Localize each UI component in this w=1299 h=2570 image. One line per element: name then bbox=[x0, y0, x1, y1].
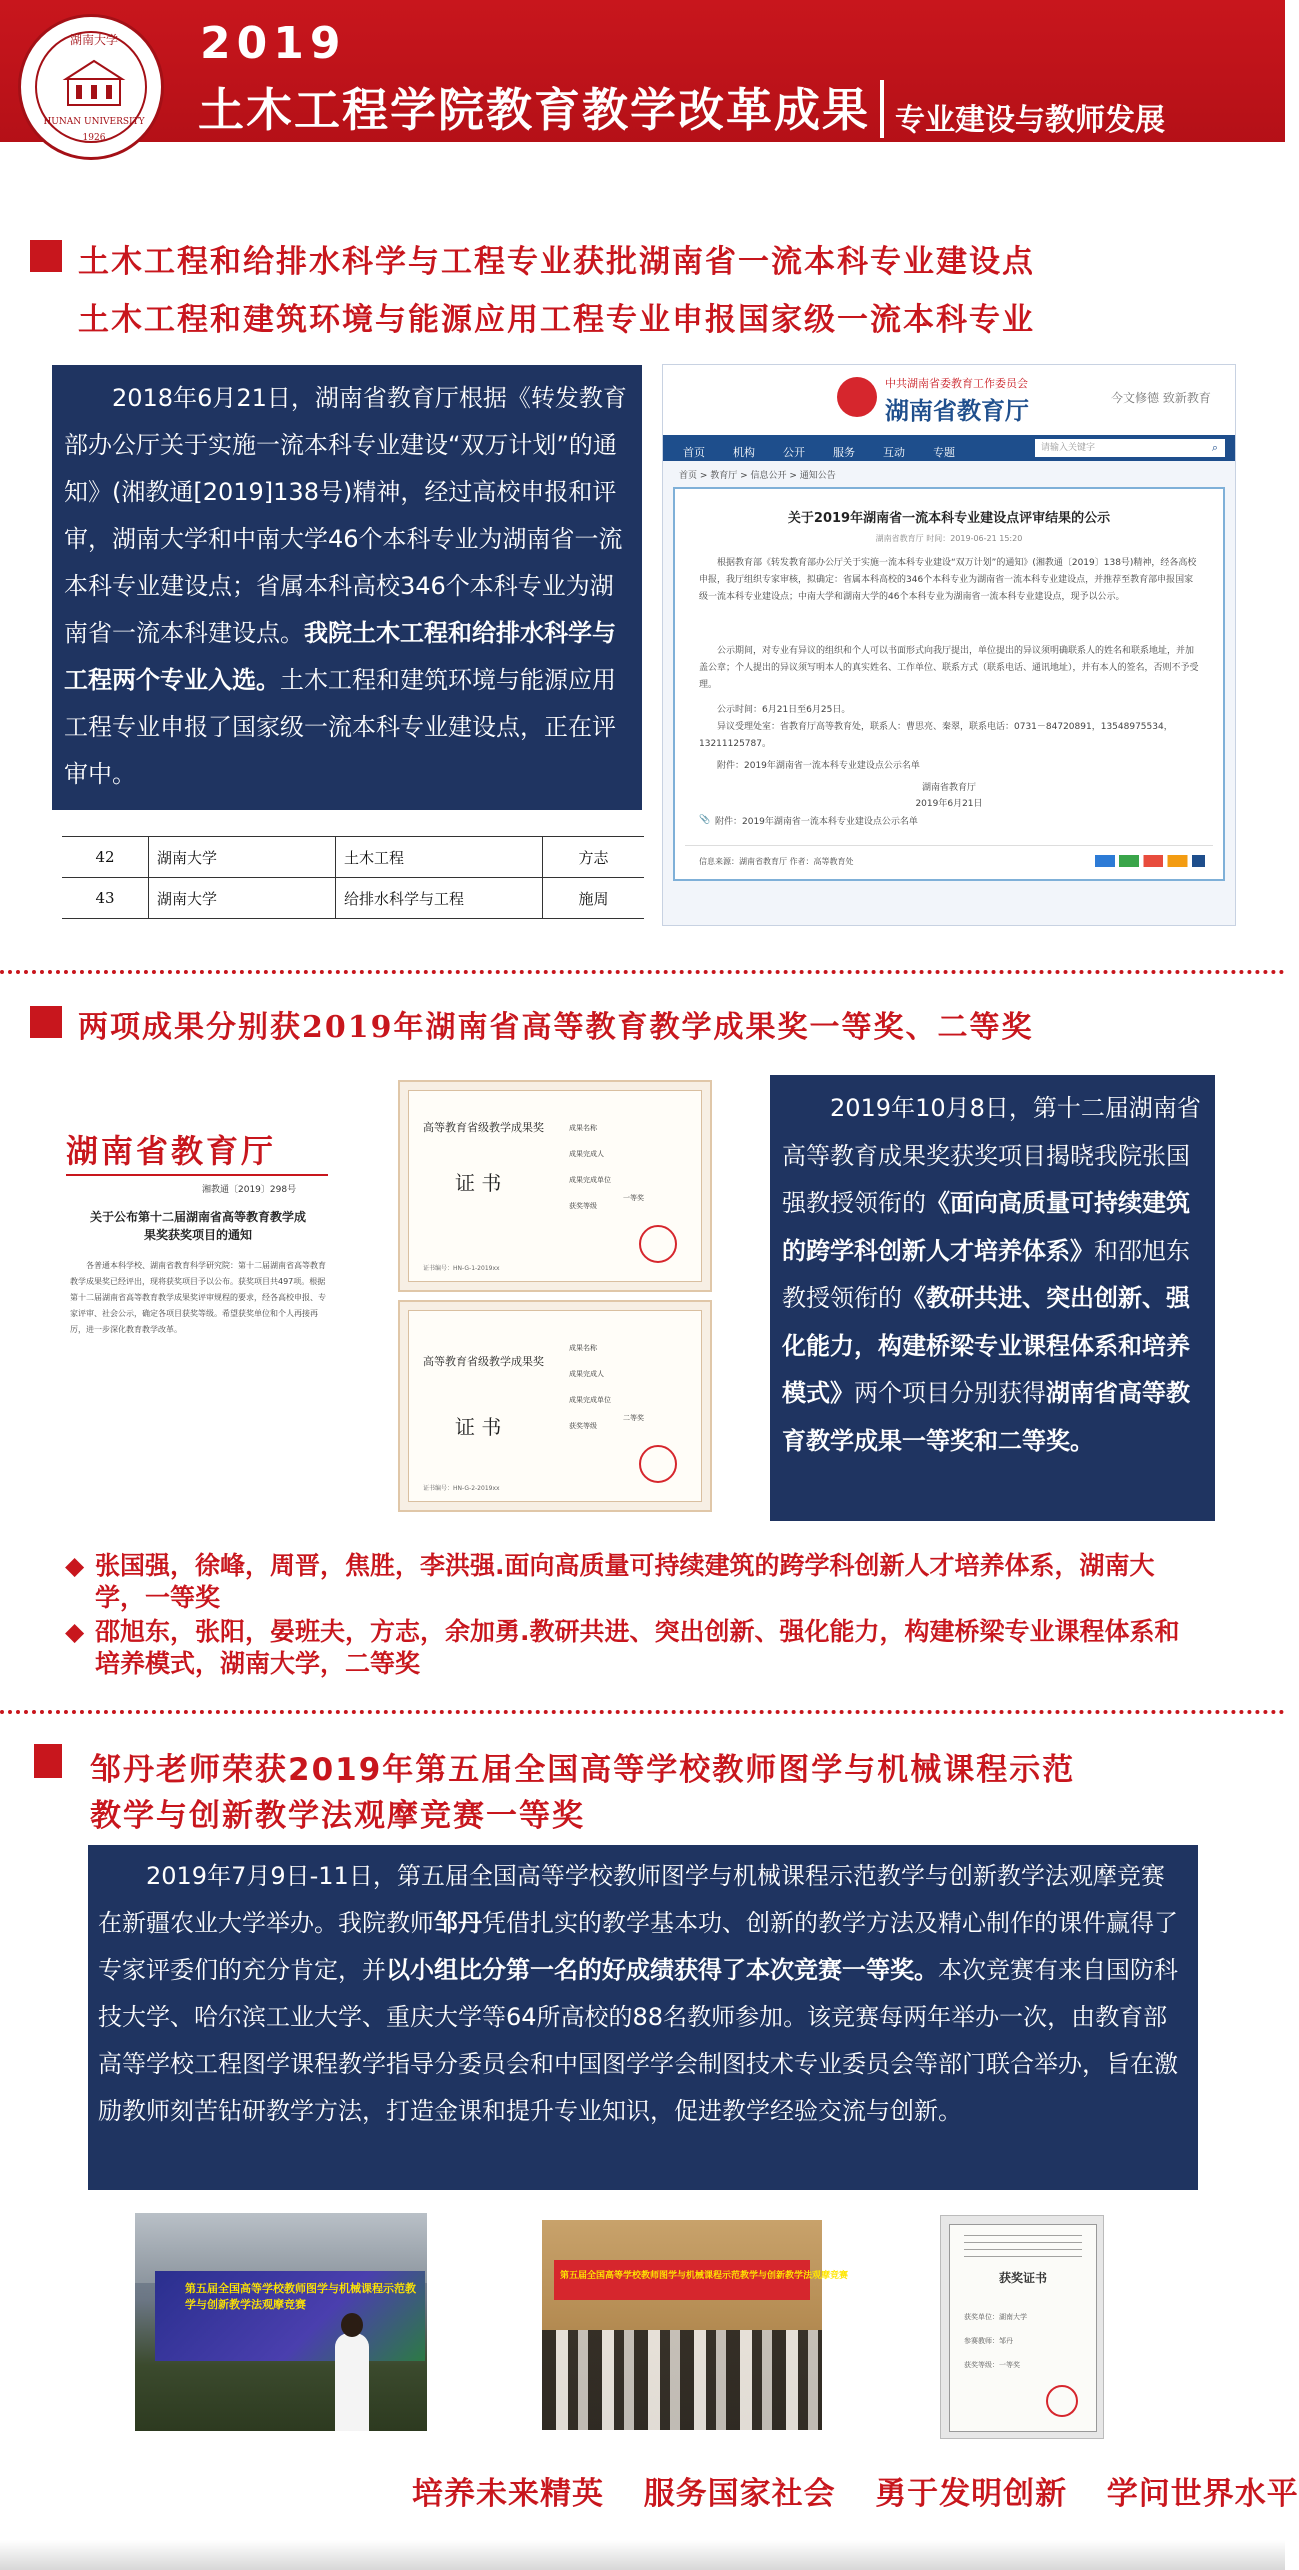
cert-line: 成果名称 bbox=[569, 1344, 597, 1352]
section3-para-1: 2019年7月9日-11日，第五届全国高等学校教师图学与机械课程示范教学与创新教学法观摩竞赛在新疆农业大学举办。我院教师 bbox=[98, 1862, 1165, 1937]
web-nav-org[interactable]: 机构 bbox=[733, 446, 755, 459]
web-doc-p1: 根据教育部《转发教育部办公厅关于实施一流本科专业建设“双万计划”的通知》(湘教通〔2019〕138号)精神，经各高校申报，我厅组织专家审核，拟确定：省属本科高校的346个本科专业为湖南省一流本科专业建设点，并推荐至教育部申报国家级一流本科专业建设点；中南大学和湖南大学的46个本科专业为湖南省一流本科专业建设点，现予以公示。 bbox=[699, 558, 1197, 602]
section2-para-1: 2019年10月8日，第十二届湖南省高等教育成果奖获奖项目揭晓我院张国强教授领衔的 bbox=[782, 1094, 1201, 1217]
emblem-icon bbox=[837, 377, 877, 417]
web-doc-p2: 公示期间，对专业有异议的组织和个人可以书面形式向我厅提出，单位提出的异议须明确联系人的姓名和联系地址，并加盖公章；个人提出的异议须写明本人的真实姓名、工作单位、联系方式（联系电话、通讯地址），并有本人的签名，否则不予受理。 bbox=[699, 646, 1199, 690]
footer-slogan-3: 勇于发明创新 bbox=[875, 2476, 1068, 2512]
web-header bbox=[663, 365, 1235, 435]
web-site-name: 湖南省教育厅 bbox=[885, 397, 1029, 425]
web-doc-title: 关于2019年湖南省一流本科专业建设点评审结果的公示 bbox=[787, 511, 1111, 526]
section1-para-a: 2018年6月21日，湖南省教育厅根据《转发教育部办公厅关于实施一流本科专业建设“双万计划”的通知》(湘教通[2019]138号)精神，经过高校申报和评审，湖南大学和中南大学46个本科专业为湖南省一流本科专业建设点；省属本科高校346个本科专业为湖南省一流本科建设点。 bbox=[64, 384, 627, 647]
section1-para-bold: 我院土木工程和给排水科学与工程两个专业入选。 bbox=[64, 619, 616, 694]
photo-stage bbox=[135, 2213, 427, 2431]
cert-line: 成果名称 bbox=[569, 1124, 597, 1132]
web-nav-public[interactable]: 公开 bbox=[783, 446, 805, 459]
footer-slogan-2: 服务国家社会 bbox=[643, 2476, 836, 2512]
photo-banner-text: 第五届全国高等学校教师图学与机械课程示范教学与创新教学法观摩竞赛 bbox=[185, 2282, 416, 2311]
footer-slogan-1: 培养未来精英 bbox=[412, 2476, 604, 2512]
section3-bold-name: 邹丹 bbox=[434, 1909, 482, 1937]
award-bullet-1-text: 张国强，徐峰，周晋，焦胜，李洪强.面向高质量可持续建筑的跨学科创新人才培养体系，湖南大学，一等奖 bbox=[95, 1551, 1155, 1612]
cert-lines bbox=[569, 1115, 611, 1219]
section3-bold-result: 以小组比分第一名的好成绩获得了本次竞赛一等奖。 bbox=[386, 1956, 938, 1984]
section1-paragraph bbox=[64, 375, 630, 798]
web-doc-p3: 公示时间：6月21日至6月25日。 bbox=[717, 705, 851, 715]
photo-person-head bbox=[341, 2313, 363, 2337]
cert-serial: 证书编号：HN-G-2-2019xx bbox=[423, 1485, 500, 1492]
section3-heading-post: 年第五届全国高等学校教师图学与机械课程示范 bbox=[382, 1752, 1076, 1788]
table-row bbox=[62, 878, 644, 919]
cert-label: 证 书 bbox=[455, 1171, 502, 1195]
photo-banner bbox=[155, 2271, 425, 2361]
diamond-icon: ◆ bbox=[65, 1617, 85, 1646]
award-cert-line: 参赛教师：邹丹 bbox=[964, 2337, 1013, 2345]
table-cell-person: 方志 bbox=[543, 837, 645, 878]
footer-bar bbox=[0, 2540, 1285, 2570]
web-doc-p5: 附件：2019年湖南省一流本科专业建设点公示名单 bbox=[717, 761, 920, 771]
building-icon bbox=[64, 57, 124, 109]
web-screenshot bbox=[662, 364, 1236, 926]
section2-paragraph bbox=[782, 1085, 1203, 1465]
header-divider bbox=[880, 80, 884, 138]
cert-line: 成果完成人 bbox=[569, 1150, 604, 1158]
award-cert-lines bbox=[964, 2305, 1027, 2377]
web-nav-service[interactable]: 服务 bbox=[833, 446, 855, 459]
logo-year: 1926 bbox=[82, 133, 106, 143]
attachment-icon: 📎 bbox=[699, 815, 711, 825]
award-bullet-2-text: 邵旭东，张阳，晏班夫，方志，余加勇.教研共进、突出创新、强化能力，构建桥梁专业课程体系和培养模式，湖南大学，二等奖 bbox=[95, 1617, 1180, 1678]
web-site-small: 中共湖南省委教育工作委员会 bbox=[885, 377, 1028, 390]
footer-slogans bbox=[412, 2468, 1299, 2513]
table-cell-school: 湖南大学 bbox=[149, 878, 336, 919]
section3-para-3: 本次竞赛有来自国防科技大学、哈尔滨工业大学、重庆大学等64所高校的88名教师参加。该竞赛每两年举办一次，由教育部高等学校工程图学课程教学指导分委员会和中国图学学会制图技术专业委员会等部门联合举办，旨在激励教师刻苦钻研教学方法，打造金课和提升专业知识，促进教学经验交流与创新。 bbox=[98, 1956, 1178, 2125]
red-stamp-icon bbox=[639, 1225, 677, 1263]
photo-group-banner-text: 第五届全国高等学校教师图学与机械课程示范教学与创新教学法观摩竞赛 bbox=[560, 2271, 849, 2281]
web-slogan: 今文修德 致新教育 bbox=[1111, 391, 1211, 405]
cert-level: 二等奖 bbox=[623, 1414, 644, 1422]
section3-paragraph bbox=[98, 1853, 1188, 2135]
cert-lines bbox=[569, 1335, 611, 1439]
red-stamp-icon bbox=[639, 1445, 677, 1483]
photo-award-certificate bbox=[940, 2215, 1104, 2439]
section3-text-box bbox=[88, 1845, 1198, 2190]
footer-slogan-4: 学问世界水平 bbox=[1106, 2476, 1299, 2512]
section2-marker bbox=[30, 1006, 62, 1038]
cert-line: 获奖等级 bbox=[569, 1422, 597, 1430]
red-stamp-icon bbox=[1046, 2385, 1078, 2417]
award-bullet-2 bbox=[65, 1616, 1195, 1680]
header-subtitle: 专业建设与教师发展 bbox=[895, 103, 1165, 138]
cert-line: 成果完成人 bbox=[569, 1370, 604, 1378]
section3-para-2: 凭借扎实的教学基本功、创新的教学方法及精心制作的课件赢得了专家评委们的充分肯定，并 bbox=[98, 1909, 1178, 1984]
share-icons[interactable] bbox=[1095, 855, 1205, 867]
table-row bbox=[62, 837, 644, 878]
web-doc-card bbox=[673, 487, 1225, 881]
cert-line: 成果完成单位 bbox=[569, 1396, 611, 1404]
section1-heading-2: 土木工程和建筑环境与能源应用工程专业申报国家级一流本科专业 bbox=[78, 302, 1035, 338]
header-title: 土木工程学院教育教学改革成果 bbox=[198, 83, 870, 137]
web-doc-divider bbox=[685, 845, 1213, 846]
table-cell-major: 给排水科学与工程 bbox=[336, 878, 543, 919]
header-year: 2019 bbox=[200, 18, 347, 69]
section2-bold-2: 《教研共进、突出创新、强化能力，构建桥梁专业课程体系和培养模式》 bbox=[782, 1284, 1190, 1407]
notice-body: 各普通本科学校、湖南省教育科学研究院：第十二届湖南省高等教育教学成果奖已经评出，现将获奖项目予以公布。获奖项目共497项。根据第十二届湖南省高等教育教学成果奖评审规程的要求，经各高校申报、专家评审、社会公示，确定各项目获奖等级。希望获奖单位和个人再接再厉，进一步深化教育教学改革。 bbox=[70, 1261, 326, 1334]
web-nav-topic[interactable]: 专题 bbox=[933, 446, 955, 459]
photo-person bbox=[335, 2333, 369, 2431]
section3-heading-line2: 教学与创新教学法观摩竞赛一等奖 bbox=[90, 1798, 585, 1834]
section3-heading-year: 2019 bbox=[288, 1752, 383, 1788]
award-cert-inner bbox=[949, 2224, 1097, 2432]
section1-table bbox=[62, 836, 644, 919]
web-doc-sign-2: 2019年6月21日 bbox=[915, 799, 983, 809]
cert-label: 证 书 bbox=[455, 1415, 502, 1439]
web-doc-attachment[interactable]: 附件：2019年湖南省一流本科专业建设点公示名单 bbox=[715, 817, 918, 827]
web-nav bbox=[663, 435, 1235, 461]
section2-heading: 两项成果分别获2019年湖南省高等教育教学成果奖一等奖、二等奖 bbox=[78, 1010, 1034, 1045]
notice-agency: 湖南省教育厅 bbox=[66, 1132, 277, 1170]
section2-text-box bbox=[770, 1075, 1215, 1521]
search-icon[interactable]: ⌕ bbox=[1205, 439, 1225, 457]
web-doc-p4: 异议受理处室：省教育厅高等教育处，联系人：曹思亮、秦翠，联系电话：0731－84720891，13548975534，13211125787。 bbox=[699, 722, 1173, 749]
photo-group bbox=[542, 2220, 849, 2430]
table-cell-major: 土木工程 bbox=[336, 837, 543, 878]
table-cell-person: 施周 bbox=[543, 878, 645, 919]
photo-group-banner bbox=[554, 2260, 849, 2300]
table-cell-no: 43 bbox=[62, 878, 149, 919]
cert-level: 一等奖 bbox=[623, 1194, 644, 1202]
section1-para-b: 土木工程和建筑环境与能源应用工程专业申报了国家级一流本科专业建设点，正在评审中。 bbox=[64, 666, 616, 788]
header-white-band bbox=[0, 142, 1285, 170]
award-cert-line: 获奖等级：一等奖 bbox=[964, 2361, 1020, 2369]
notice-red-line bbox=[66, 1174, 328, 1176]
logo-text-bottom: HUNAN UNIVERSITY bbox=[43, 117, 145, 127]
photo-group-people bbox=[542, 2330, 822, 2430]
university-logo bbox=[18, 14, 164, 160]
section3-marker bbox=[34, 1744, 62, 1778]
cert-serial: 证书编号：HN-G-1-2019xx bbox=[423, 1265, 500, 1272]
web-nav-items bbox=[683, 441, 983, 460]
certificate-first-inner bbox=[408, 1090, 702, 1282]
section-divider-1 bbox=[0, 970, 1285, 974]
section3-heading bbox=[90, 1744, 1075, 1789]
award-cert-title: 获奖证书 bbox=[998, 2271, 1047, 2285]
web-search-input[interactable]: 请输入关键字 bbox=[1035, 439, 1205, 457]
web-breadcrumb: 首页 > 教育厅 > 信息公开 > 通知公告 bbox=[679, 471, 836, 481]
award-bullet-1 bbox=[65, 1550, 1195, 1614]
section1-marker bbox=[30, 240, 62, 272]
certificate-first bbox=[398, 1080, 712, 1292]
table-cell-school: 湖南大学 bbox=[149, 837, 336, 878]
award-cert-header-lines bbox=[964, 2235, 1082, 2257]
cert-title: 高等教育省级教学成果奖 bbox=[423, 1121, 544, 1134]
section1-heading-1: 土木工程和给排水科学与工程专业获批湖南省一流本科专业建设点 bbox=[78, 244, 1035, 280]
section2-para-2: 和邵旭东教授领衔的 bbox=[782, 1236, 1190, 1312]
cert-line: 获奖等级 bbox=[569, 1202, 597, 1210]
section-divider-2 bbox=[0, 1710, 1285, 1714]
web-nav-home[interactable]: 首页 bbox=[683, 446, 705, 459]
section3-heading-pre: 邹丹老师荣获 bbox=[90, 1752, 288, 1788]
award-cert-line: 获奖单位：湖南大学 bbox=[964, 2313, 1027, 2321]
certificate-second-inner bbox=[408, 1310, 702, 1502]
section2-bold-1: 《面向高质量可持续建筑的跨学科创新人才培养体系》 bbox=[782, 1189, 1190, 1265]
certificate-second bbox=[398, 1300, 712, 1512]
table-cell-no: 42 bbox=[62, 837, 149, 878]
diamond-icon: ◆ bbox=[65, 1551, 85, 1580]
section2-para-3: 两个项目分别获得 bbox=[854, 1379, 1046, 1407]
cert-title: 高等教育省级教学成果奖 bbox=[423, 1355, 544, 1368]
notice-document bbox=[52, 1092, 342, 1492]
logo-text-top: 湖南大学 bbox=[69, 33, 118, 47]
notice-title: 关于公布第十二届湖南省高等教育教学成果奖获奖项目的通知 bbox=[89, 1210, 306, 1242]
web-doc-footer: 信息来源：湖南省教育厅 作者：高等教育处 bbox=[699, 857, 854, 866]
section1-text-box bbox=[52, 365, 642, 810]
notice-doc-no: 湘教通〔2019〕298号 bbox=[202, 1185, 297, 1195]
web-doc-sign-1: 湖南省教育厅 bbox=[921, 783, 976, 793]
web-doc-meta: 湖南省教育厅 时间：2019-06-21 15:20 bbox=[875, 534, 1023, 543]
web-nav-interact[interactable]: 互动 bbox=[883, 446, 905, 459]
cert-line: 成果完成单位 bbox=[569, 1176, 611, 1184]
section2-bold-3: 湖南省高等教育教学成果一等奖和二等奖。 bbox=[782, 1379, 1190, 1455]
